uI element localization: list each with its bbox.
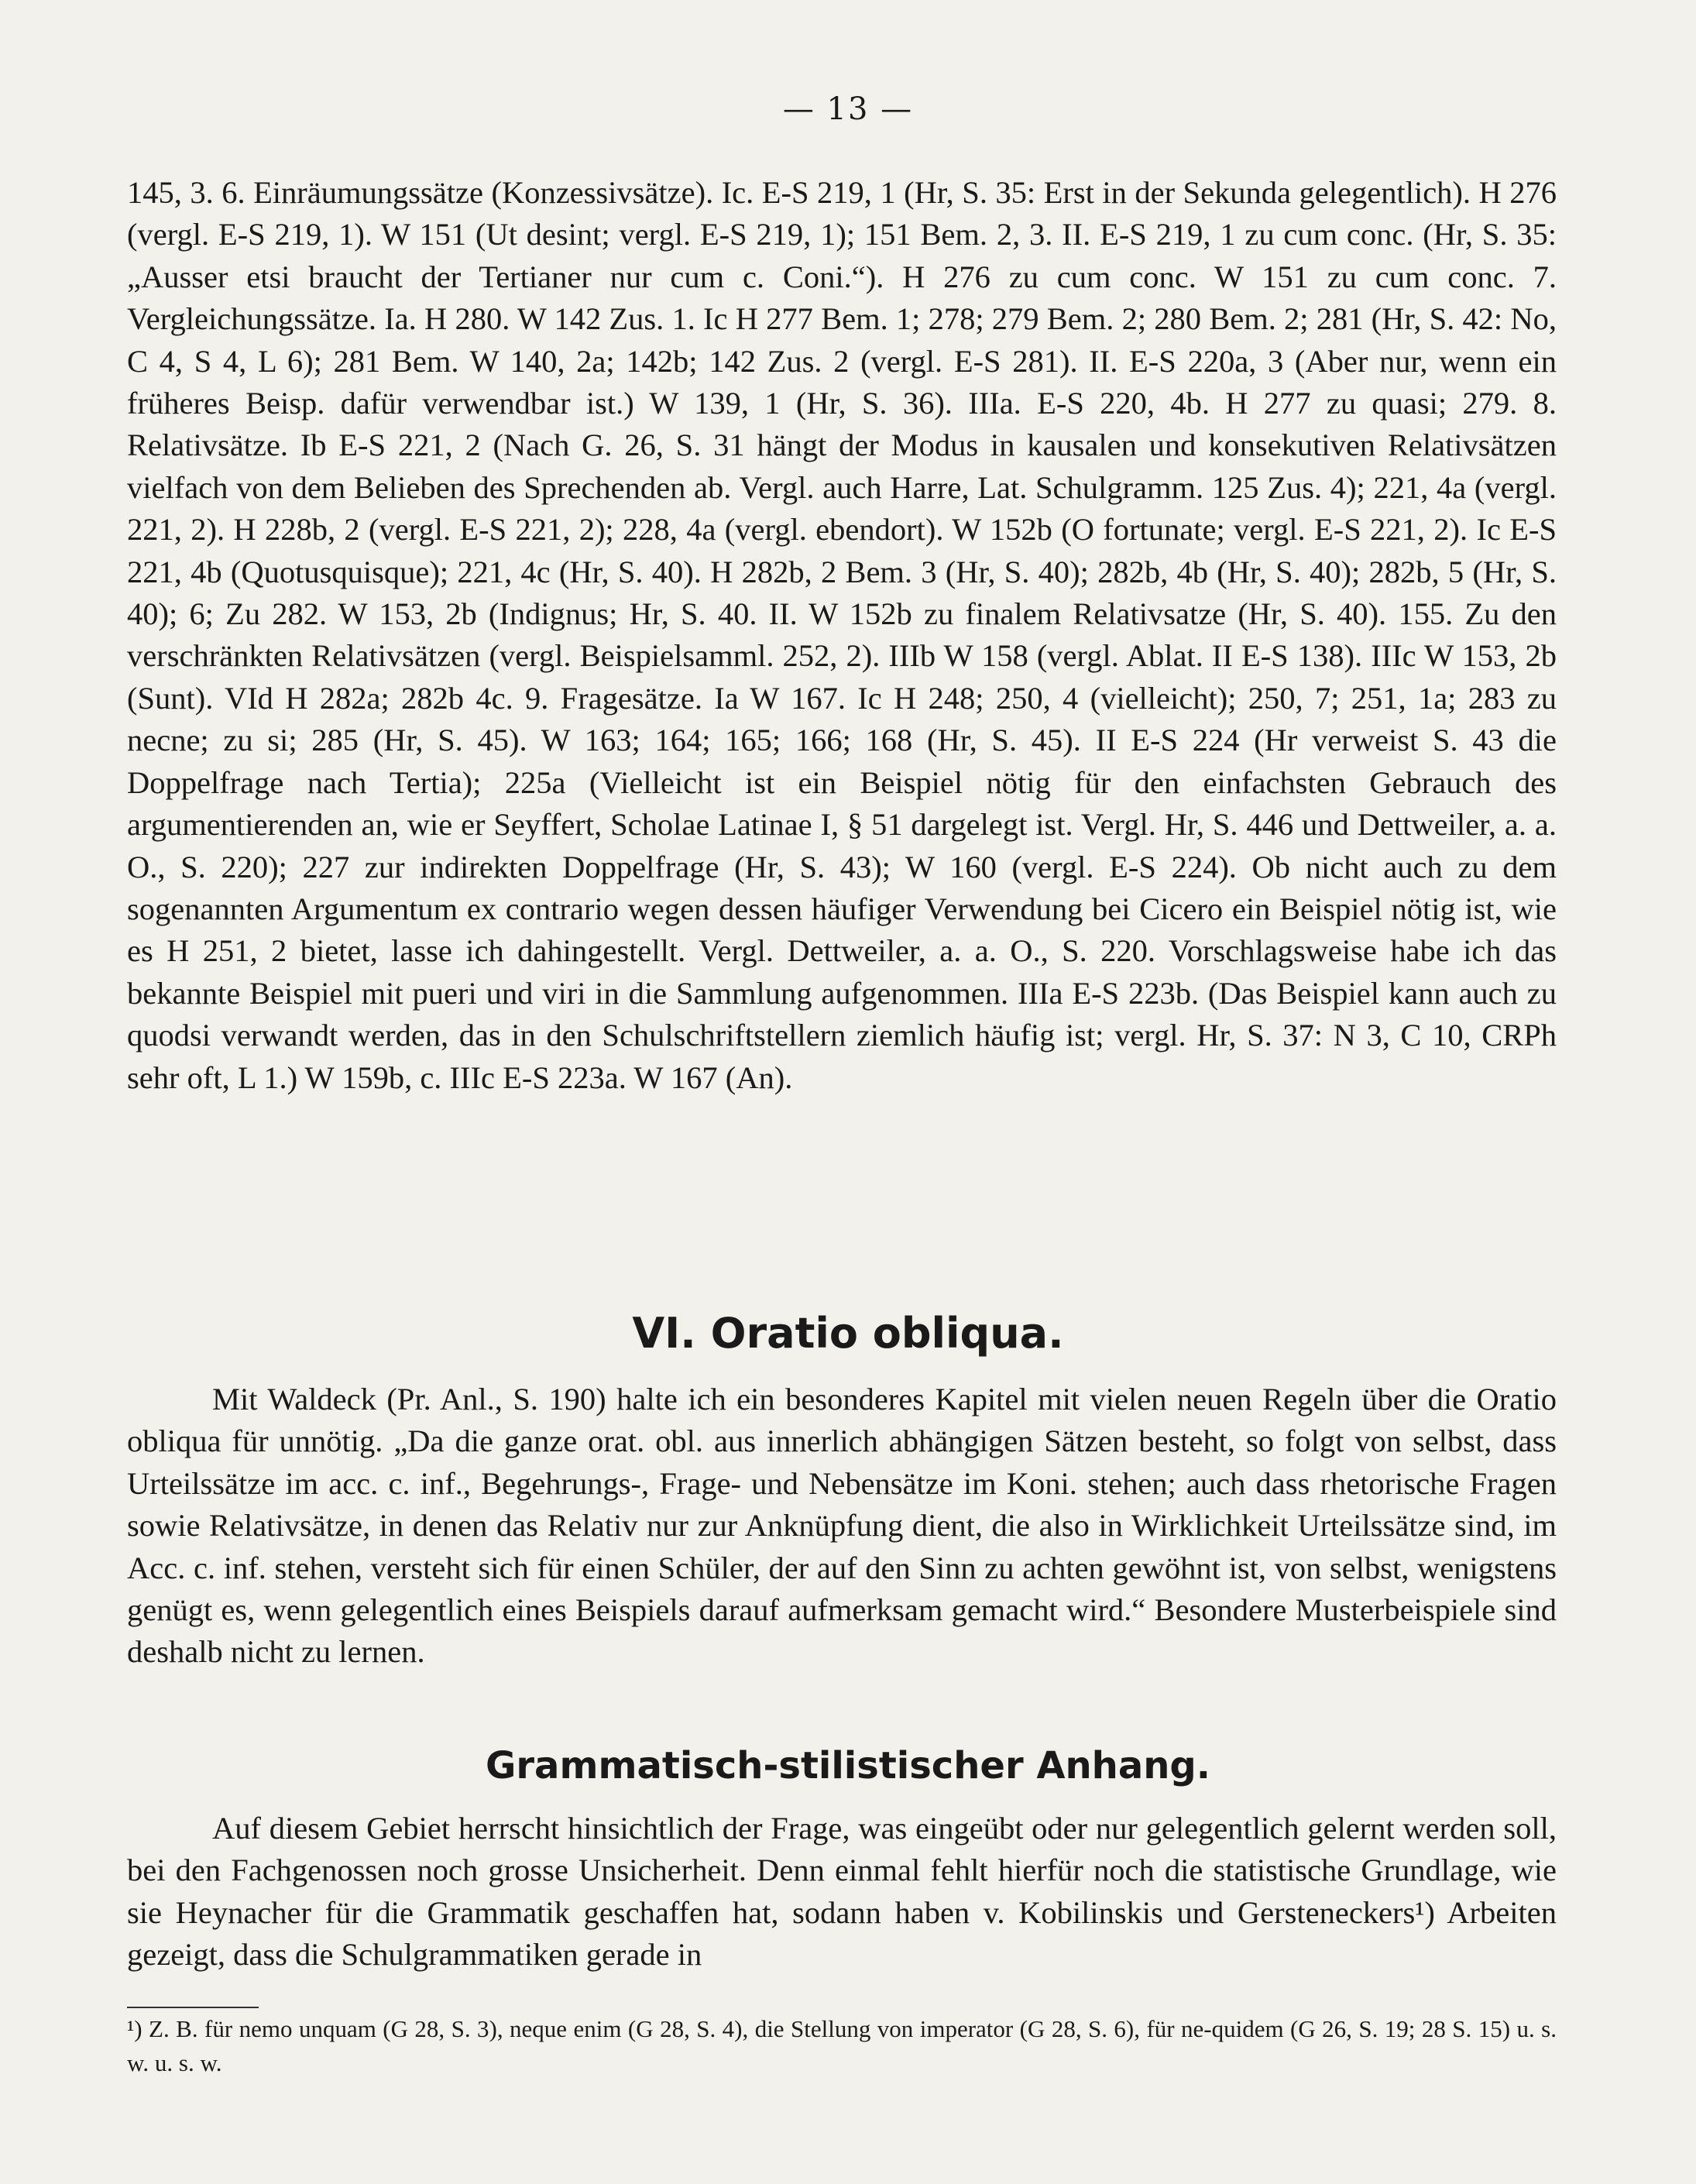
heading-oratio-obliqua: VI. Oratio obliqua. (632, 1309, 1064, 1358)
paragraph-konzessivsaetze: 145, 3. 6. Einräumungssätze (Konzessivsätze). Ic. E-S 219, 1 (Hr, S. 35: Erst in der Sekunda gelegentlich). H 276 (vergl. E-S 219, 1). W 151 (Ut desint; vergl. E-S 219, 1); 151 Bem. 2, 3. II. E-S 219, 1 zu cum conc. (Hr, S. 35: „Ausser etsi braucht der Tertianer nur cum c. Coni.“). H 276 zu cum conc. W 151 zu cum conc. 7. Vergleichungssätze. Ia. H 280. W 142 Zus. 1. Ic H 277 Bem. 1; 278; 279 Bem. 2; 280 Bem. 2; 281 (Hr, S. 42: No, C 4, S 4, L 6); 281 Bem. W 140, 2a; 142b; 142 Zus. 2 (vergl. E-S 281). II. E-S 220a, 3 (Aber nur, wenn ein früheres Beisp. dafür verwendbar ist.) W 139, 1 (Hr, S. 36). IIIa. E-S 220, 4b. H 277 zu quasi; 279. 8. Relativsätze. Ib E-S 221, 2 (Nach G. 26, S. 31 hängt der Modus in kausalen und konsekutiven Relativsätzen vielfach von dem Belieben des Sprechenden ab. Vergl. auch Harre, Lat. Schulgramm. 125 Zus. 4); 221, 4a (vergl. 221, 2). H 228b, 2 (vergl. E-S 221, 2); 228, 4a (vergl. ebendort). W 152b (O fortunate; vergl. E-S 221, 2). Ic E-S 221, 4b (Quotusquisque); 221, 4c (Hr, S. 40). H 282b, 2 Bem. 3 (Hr, S. 40); 282b, 4b (Hr, S. 40); 282b, 5 (Hr, S. 40); 6; Zu 282. W 153, 2b (Indignus; Hr, S. 40. II. W 152b zu finalem Relativsatze (Hr, S. 40). 155. Zu den verschränkten Relativsätzen (vergl. Beispielsamml. 252, 2). IIIb W 158 (vergl. Ablat. II E-S 138). IIIc W 153, 2b (Sunt). VId H 282a; 282b 4c. 9. Fragesätze. Ia W 167. Ic H 248; 250, 4 (vielleicht); 250, 7; 251, 1a; 283 zu necne; zu si; 285 (Hr, S. 45). W 163; 164; 165; 166; 168 (Hr, S. 45). II E-S 224 (Hr verweist S. 43 die Doppelfrage nach Tertia); 225a (Vielleicht ist ein Beispiel nötig für den einfachsten Gebrauch des argumentierenden an, wie er Seyffert, Scholae Latinae I, § 51 dargelegt ist. Vergl. Hr, S. 446 und Dettweiler, a. a. O., S. 220); 227 zur indirekten Doppelfrage (Hr, S. 43); W 160 (vergl. E-S 224). Ob nicht auch zu dem sogenannten Argumentum ex contrario wegen dessen häufiger Verwendung bei Cicero ein Beispiel nötig ist, wie es H 251, 2 bietet, lasse ich dahingestellt. Vergl. Dettweiler, a. a. O., S. 220. Vorschlagsweise habe ich das bekannte Beispiel mit pueri und viri in die Sammlung aufgenommen. IIIa E-S 223b. (Das Beispiel kann auch zu quodsi verwandt werden, das in den Schulschriftstellern ziemlich häufig ist; vergl. Hr, S. 37: N 3, C 10, CRPh sehr oft, L 1.) W 159b, c. IIIc E-S 223a. W 167 (An). (127, 175, 1557, 1095)
heading-grammatisch-stilistischer-anhang: Grammatisch-stilistischer Anhang. (485, 1744, 1211, 1787)
paragraph-oratio-obliqua: Mit Waldeck (Pr. Anl., S. 190) halte ich ein besonderes Kapitel mit vielen neuen Regeln über die Oratio obliqua für unnötig. „Da die ganze orat. obl. aus innerlich abhängigen Sätzen besteht, so folgt von selbst, dass Urteilssätze im acc. c. inf., Begehrungs-, Frage- und Nebensätze im Koni. stehen; auch dass rhetorische Fragen sowie Relativsätze, in denen das Relativ nur zur Anknüpfung dient, die also in Wirklichkeit Urteilssätze sind, im Acc. c. inf. stehen, versteht sich für einen Schüler, der auf den Sinn zu achten gewöhnt ist, von selbst, wenigstens genügt es, wenn gelegentlich eines Beispiels darauf aufmerksam gemacht wird.“ Besondere Musterbeispiele sind deshalb nicht zu lernen. (127, 1382, 1557, 1670)
footnote: ¹) Z. B. für nemo unquam (G 28, S. 3), neque enim (G 28, S. 4), die Stellung von imperator (G 28, S. 6), für ne-quidem (G 26, S. 19; 28 S. 15) u. s. w. u. s. w. (127, 2015, 1557, 2076)
footnote-divider (127, 2007, 259, 2008)
paragraph-anhang: Auf diesem Gebiet herrscht hinsichtlich der Frage, was eingeübt oder nur gelegentlich gelernt werden soll, bei den Fachgenossen noch grosse Unsicherheit. Denn einmal fehlt hierfür noch die statistische Grundlage, wie sie Heynacher für die Grammatik geschaffen hat, sodann haben v. Kobilinskis und Gersteneckers¹) Arbeiten gezeigt, dass die Schulgrammatiken gerade in (127, 1811, 1557, 1973)
page-number: — 13 — (782, 91, 914, 127)
